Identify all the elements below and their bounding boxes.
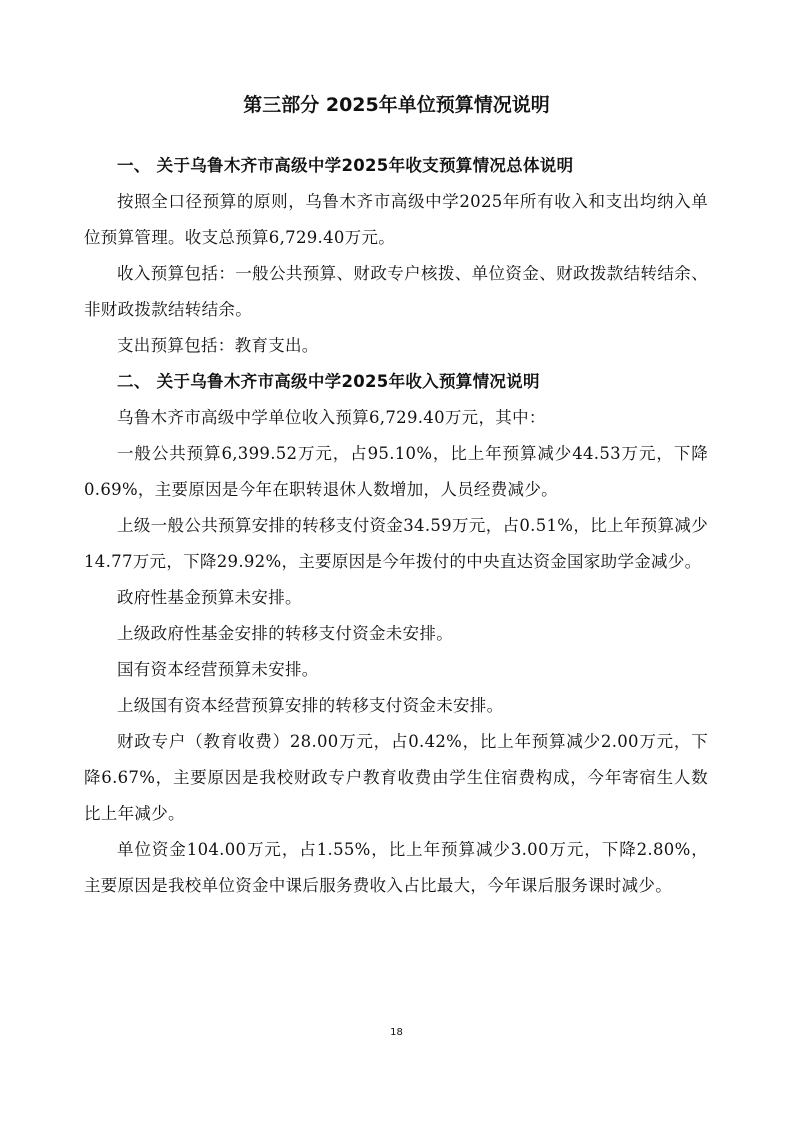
paragraph: 政府性基金预算未安排。 xyxy=(117,588,302,607)
paragraph: 上级政府性基金安排的转移支付资金未安排。 xyxy=(117,624,453,643)
paragraph: 支出预算包括：教育支出。 xyxy=(117,336,319,355)
paragraph: 财政专户（教育收费）28.00万元，占0.42%，比上年预算减少2.00万元，下降6.67%，主要原因是我校财政专户教育收费由学生住宿费构成，今年寄宿生人数比上年减少。 xyxy=(84,732,708,823)
section-heading-2: 二、 关于乌鲁木齐市高级中学2025年收入预算情况说明 xyxy=(117,372,540,391)
section-heading-1: 一、 关于乌鲁木齐市高级中学2025年收支预算情况总体说明 xyxy=(117,156,574,175)
paragraph: 国有资本经营预算未安排。 xyxy=(117,660,319,679)
paragraph: 收入预算包括：一般公共预算、财政专户核拨、单位资金、财政拨款结转结余、非财政拨款结转结余。 xyxy=(84,264,708,319)
page-number: 18 xyxy=(390,1027,403,1038)
page-title: 第三部分 2025年单位预算情况说明 xyxy=(243,94,550,116)
paragraph: 按照全口径预算的原则，乌鲁木齐市高级中学2025年所有收入和支出均纳入单位预算管理。收支总预算6,729.40万元。 xyxy=(84,192,708,247)
paragraph: 乌鲁木齐市高级中学单位收入预算6,729.40万元，其中： xyxy=(117,408,546,427)
paragraph: 上级一般公共预算安排的转移支付资金34.59万元，占0.51%，比上年预算减少14.77万元，下降29.92%，主要原因是今年拨付的中央直达资金国家助学金减少。 xyxy=(84,516,708,571)
document-body xyxy=(84,148,708,904)
paragraph: 单位资金104.00万元，占1.55%，比上年预算减少3.00万元，下降2.80%，主要原因是我校单位资金中课后服务费收入占比最大，今年课后服务课时减少。 xyxy=(84,840,708,895)
paragraph: 上级国有资本经营预算安排的转移支付资金未安排。 xyxy=(117,696,504,715)
paragraph: 一般公共预算6,399.52万元，占95.10%，比上年预算减少44.53万元，下降0.69%，主要原因是今年在职转退休人数增加，人员经费减少。 xyxy=(84,444,708,499)
